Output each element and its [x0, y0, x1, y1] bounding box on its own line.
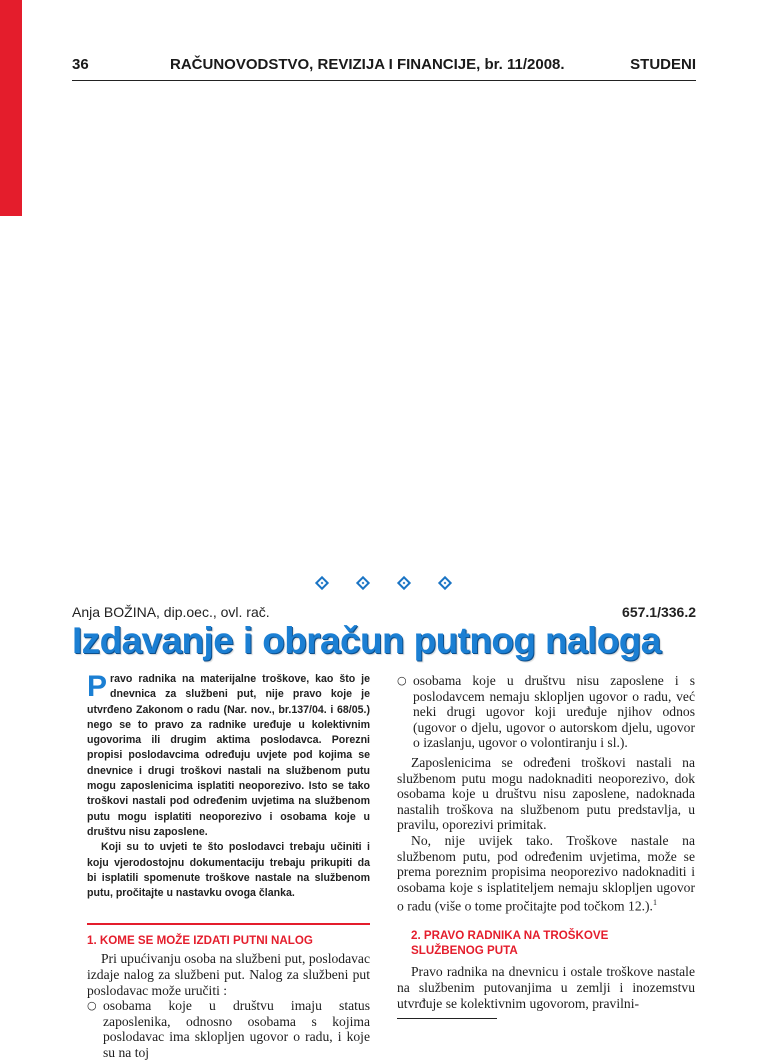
bullet-text: osobama koje u društvu nisu zaposlene i s poslodavcem nemaju sklopljen ugovor o radu, već neki drugi ugovor koji uređuje njihov odnos (ugovor o djelu, ugovor o autorskom djelu, ugovor o izaslanju, ugovor o volontiranju i sl.).	[413, 673, 695, 751]
bullet-circle-icon: ○	[87, 999, 97, 1013]
footnote-rule	[397, 1018, 497, 1019]
body-text: No, nije uvijek tako. Troškove nastale na službenom putu, pod određenim uvjetima, može se prema poreznim propisima neoporezivo nadoknaditi i osobama koje s isplatiteljem nemaju sklopljen ugovor o radu (više o tome pročitajte pod točkom 12.).	[397, 832, 695, 914]
lead-paragraph	[87, 672, 370, 840]
section-1-paragraph: Pri upućivanju osoba na službeni put, poslodavac izdaje nalog za službeni put. Nalog za službeni put poslodavac može uručiti :	[87, 951, 370, 998]
section-2-paragraph: Pravo radnika na dnevnicu i ostale troškove nastale na službenim putovanjima u zemlji i inozemstvu utvrđuje se kolektivnim ugovorom, pravilni-	[397, 964, 695, 1011]
bullet-text: osobama koje u društvu imaju status zaposlenika, odnosno osobama s kojima poslodavac ima sklopljen ugovor o radu, i koje su na toj	[103, 998, 370, 1061]
bullet-item	[87, 998, 370, 1060]
bullet-item	[397, 673, 695, 751]
article-author: Anja BOŽINA, dip.oec., ovl. rač.	[72, 604, 270, 620]
body-paragraph	[397, 833, 695, 915]
diamond-ornament-icon	[397, 576, 411, 590]
ornament-row	[312, 575, 462, 597]
section-2-heading-line1: 2. PRAVO RADNIKA NA TROŠKOVE	[411, 929, 609, 943]
section-2-heading	[397, 928, 695, 958]
bullet-circle-icon: ○	[397, 674, 407, 687]
body-paragraph: Zaposlenicima se određeni troškovi nastali na službenom putu mogu nadoknaditi neoporezivo, dok osobama koje u društvu nisu zaposlene, nadoknada nastalih troškova na službenom putu predstavlja, u pravilu, oporezivi primitak.	[397, 754, 695, 833]
issue-month: STUDENI	[630, 56, 696, 73]
footnote-ref[interactable]: 1	[652, 898, 657, 908]
lead-text-1: ravo radnika na materijalne troškove, kao što je dnevnica za službeni put, nije pravo koje je utvrđeno Zakonom o radu (Nar. nov., br.137/04. i 68/05.) nego se to pravo za radnike uređuje u kolektivnim ugovorima ili drugim aktima poslodavca. Porezni propisi poslodavcima određuju uvjete pod kojima se dnevnice i drugi troškovi nastali na službenom putu mogu zaposlenicima isplatiti neoporezivo. Isto se tako troškovi nastali pod određenim uvjetima na službenom putu mogu isplatiti neoporezivo i osobama koje u društvu nisu zaposlene.	[87, 673, 370, 838]
drop-cap: P	[87, 670, 108, 703]
article-udk-code: 657.1/336.2	[622, 604, 696, 620]
diamond-ornament-icon	[438, 576, 452, 590]
section-2-heading-line2: SLUŽBENOG PUTA	[411, 944, 518, 958]
page-number: 36	[72, 56, 89, 73]
article-lead	[87, 672, 370, 901]
section-1-heading: 1. KOME SE MOŽE IZDATI PUTNI NALOG	[87, 934, 313, 948]
diamond-ornament-icon	[315, 576, 329, 590]
red-edge-bar	[0, 0, 22, 216]
page-header	[72, 54, 696, 80]
article-title: Izdavanje i obračun putnog naloga	[72, 620, 661, 661]
right-column	[397, 673, 695, 1011]
diamond-ornament-icon	[356, 576, 370, 590]
lead-paragraph-2: Koji su to uvjeti te što poslodavci trebaju učiniti i koju vjerodostojnu dokumentaciju trebaju prikupiti da bi isplatili spomenute troškove nastale na službenom putu, pročitajte u nastavku ovoga članka.	[87, 841, 370, 900]
header-rule	[72, 80, 696, 81]
journal-title: RAČUNOVODSTVO, REVIZIJA I FINANCIJE, br. 11/2008.	[170, 56, 565, 73]
left-column	[87, 672, 370, 1061]
